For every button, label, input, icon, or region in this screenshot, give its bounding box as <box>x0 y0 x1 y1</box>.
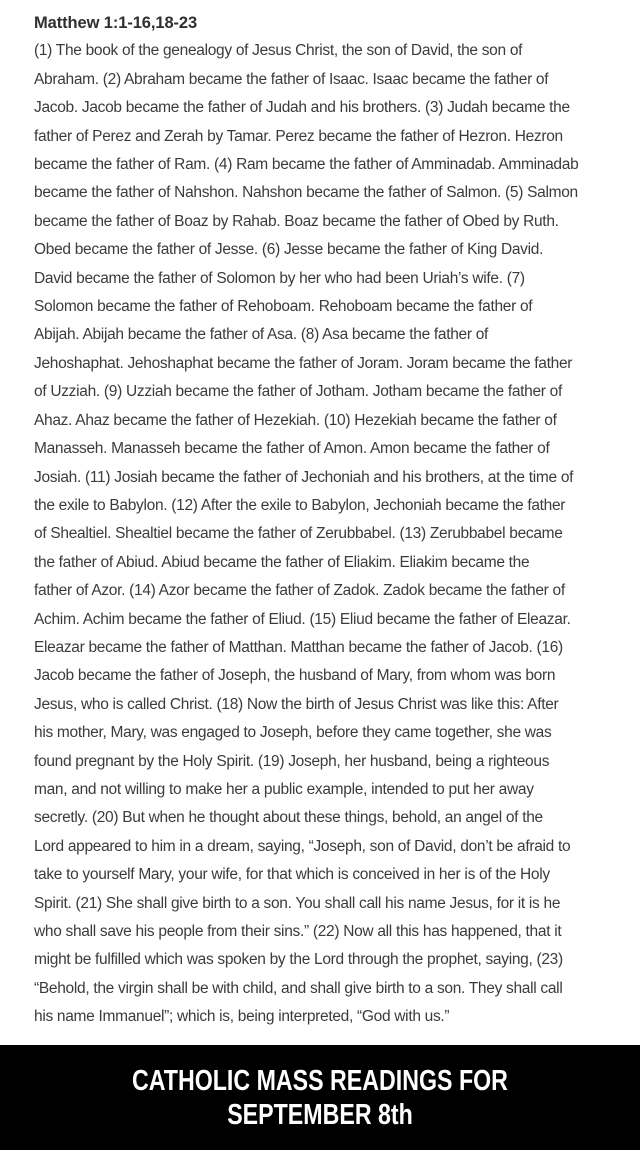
passage-line: Abraham. (2) Abraham became the father of Isaac. Isaac became the father of <box>34 70 549 88</box>
passage-line: Jesus, who is called Christ. (18) Now the birth of Jesus Christ was like this: After <box>34 695 559 713</box>
passage-line: found pregnant by the Holy Spirit. (19) Joseph, her husband, being a righteous <box>34 752 550 770</box>
passage-line: his mother, Mary, was engaged to Joseph, before they came together, she was <box>34 724 552 742</box>
passage-line: Josiah. (11) Josiah became the father of Jechoniah and his brothers, at the time of <box>34 468 574 486</box>
passage-line: secretly. (20) But when he thought about these things, behold, an angel of the <box>34 809 543 827</box>
passage-line: Solomon became the father of Rehoboam. Rehoboam became the father of <box>34 298 533 316</box>
passage-line: take to yourself Mary, your wife, for that which is conceived in her is of the Holy <box>34 866 550 884</box>
passage-line: Jehoshaphat. Jehoshaphat became the father of Joram. Joram became the father <box>34 354 573 372</box>
passage-line: father of Perez and Zerah by Tamar. Perez became the father of Hezron. Hezron <box>34 127 563 145</box>
passage-line: became the father of Nahshon. Nahshon became the father of Salmon. (5) Salmon <box>34 184 578 202</box>
passage-line: Ahaz. Ahaz became the father of Hezekiah. (10) Hezekiah became the father of <box>34 411 557 429</box>
passage-line: man, and not willing to make her a public example, intended to put her away <box>34 780 534 798</box>
footer-banner <box>0 1045 640 1150</box>
passage-line: Lord appeared to him in a dream, saying, “Joseph, son of David, don’t be afraid to <box>34 837 571 855</box>
passage-line: Spirit. (21) She shall give birth to a son. You shall call his name Jesus, for it is he <box>34 894 561 912</box>
passage-line: of Uzziah. (9) Uzziah became the father of Jotham. Jotham became the father of <box>34 383 562 401</box>
passage-line: Abijah. Abijah became the father of Asa. (8) Asa became the father of <box>34 326 489 344</box>
passage-line: Jacob. Jacob became the father of Judah and his brothers. (3) Judah became the <box>34 99 570 117</box>
passage-line: his name Immanuel”; which is, being interpreted, “God with us.” <box>34 1008 450 1026</box>
passage-line: “Behold, the virgin shall be with child, and shall give birth to a son. They shall call <box>34 979 563 997</box>
passage-line: who shall save his people from their sins.” (22) Now all this has happened, that it <box>34 923 562 940</box>
passage-line: became the father of Boaz by Rahab. Boaz became the father of Obed by Ruth. <box>34 212 559 230</box>
banner-line-1: CATHOLIC MASS READINGS FOR <box>132 1064 508 1097</box>
passage-line: Jacob became the father of Joseph, the husband of Mary, from whom was born <box>34 667 556 685</box>
passage-title: Matthew 1:1-16,18-23 <box>34 14 198 32</box>
passage-line: father of Azor. (14) Azor became the father of Zadok. Zadok became the father of <box>34 582 565 600</box>
passage-line: (1) The book of the genealogy of Jesus Christ, the son of David, the son of <box>34 42 523 60</box>
banner-line-2: SEPTEMBER 8th <box>227 1098 413 1131</box>
passage-line: Manasseh. Manasseh became the father of Amon. Amon became the father of <box>34 440 550 458</box>
passage-line: might be fulfilled which was spoken by the Lord through the prophet, saying, (23) <box>34 951 563 969</box>
passage-line: Achim. Achim became the father of Eliud. (15) Eliud became the father of Eleazar. <box>34 610 571 628</box>
passage-line: Obed became the father of Jesse. (6) Jesse became the father of King David. <box>34 241 544 259</box>
passage-line: became the father of Ram. (4) Ram became the father of Amminadab. Amminadab <box>34 156 579 174</box>
passage-line: the exile to Babylon. (12) After the exile to Babylon, Jechoniah became the father <box>34 496 566 514</box>
passage-line: David became the father of Solomon by her who had been Uriah’s wife. (7) <box>34 269 525 287</box>
passage-line: Eleazar became the father of Matthan. Matthan became the father of Jacob. (16) <box>34 638 563 656</box>
passage-line: of Shealtiel. Shealtiel became the father of Zerubbabel. (13) Zerubbabel became <box>34 525 563 543</box>
passage-text <box>34 37 610 1031</box>
passage-line: the father of Abiud. Abiud became the father of Eliakim. Eliakim became the <box>34 553 530 571</box>
